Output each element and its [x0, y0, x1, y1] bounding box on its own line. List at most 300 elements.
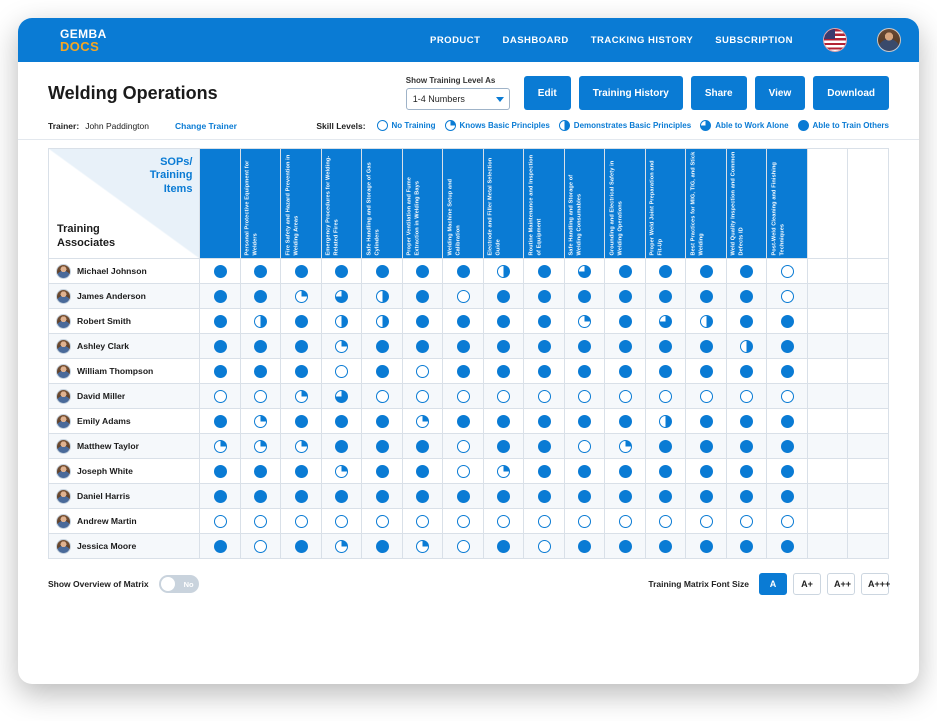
change-trainer-link[interactable]: Change Trainer — [175, 120, 237, 131]
pie-level-4-icon — [740, 290, 753, 303]
skill-cell[interactable] — [645, 334, 686, 359]
table-row — [49, 384, 889, 409]
skill-cell[interactable] — [362, 509, 403, 534]
skill-cell[interactable] — [767, 284, 808, 309]
matrix-footer — [18, 559, 919, 595]
skill-cell[interactable] — [686, 259, 727, 284]
skill-cell[interactable] — [402, 484, 443, 509]
associate-name: David Miller — [77, 391, 126, 401]
empty-cell[interactable] — [848, 309, 889, 334]
skill-cell[interactable] — [402, 534, 443, 559]
skill-cell[interactable] — [321, 509, 362, 534]
skill-cell[interactable] — [443, 509, 484, 534]
skill-cell[interactable] — [402, 284, 443, 309]
skill-cell[interactable] — [200, 459, 241, 484]
skill-cell[interactable] — [524, 359, 565, 384]
edit-button[interactable]: Edit — [524, 76, 571, 110]
skill-cell[interactable] — [443, 409, 484, 434]
associate-name: Robert Smith — [77, 316, 131, 326]
training-history-button[interactable]: Training History — [579, 76, 683, 110]
associate-name-cell[interactable] — [49, 384, 200, 409]
skill-cell[interactable] — [362, 484, 403, 509]
skill-cell[interactable] — [767, 334, 808, 359]
empty-cell[interactable] — [848, 284, 889, 309]
skill-cell[interactable] — [402, 359, 443, 384]
skill-cell[interactable] — [281, 434, 322, 459]
legend-label-4: Able to Train Others — [812, 121, 889, 130]
skill-cell[interactable] — [605, 334, 646, 359]
associate-name-cell[interactable] — [49, 309, 200, 334]
empty-cell[interactable] — [807, 284, 848, 309]
column-header-label: Safe Handling and Storage of Welding Consumables — [568, 174, 583, 256]
associate-name-cell[interactable] — [49, 359, 200, 384]
skill-cell[interactable] — [564, 434, 605, 459]
skill-cell[interactable] — [402, 459, 443, 484]
pie-level-4-icon — [700, 490, 713, 503]
skill-cell[interactable] — [564, 334, 605, 359]
nav-item-subscription[interactable]: SUBSCRIPTION — [715, 34, 793, 46]
skill-cell[interactable] — [443, 334, 484, 359]
skill-cell[interactable] — [767, 259, 808, 284]
skill-cell[interactable] — [645, 359, 686, 384]
skill-cell[interactable] — [605, 459, 646, 484]
skill-cell[interactable] — [645, 409, 686, 434]
skill-cell[interactable] — [443, 309, 484, 334]
empty-cell[interactable] — [807, 384, 848, 409]
avatar — [56, 289, 71, 304]
skill-cell[interactable] — [726, 434, 767, 459]
skill-cell[interactable] — [686, 509, 727, 534]
skill-cell[interactable] — [564, 459, 605, 484]
skill-cell[interactable] — [686, 409, 727, 434]
trainer-label: Trainer: — [48, 120, 80, 131]
associate-name-cell[interactable] — [49, 334, 200, 359]
skill-cell[interactable] — [483, 309, 524, 334]
pie-level-4-icon — [619, 265, 632, 278]
skill-cell[interactable] — [564, 284, 605, 309]
skill-cell[interactable] — [402, 259, 443, 284]
skill-cell[interactable] — [767, 484, 808, 509]
empty-cell[interactable] — [848, 359, 889, 384]
empty-cell[interactable] — [848, 434, 889, 459]
column-header-label: Personal Protective Equipment for Welders — [244, 160, 259, 256]
associate-name: Jessica Moore — [77, 541, 137, 551]
training-matrix-table — [48, 148, 889, 559]
skill-cell[interactable] — [645, 459, 686, 484]
matrix-column-header-1[interactable] — [200, 149, 259, 259]
skill-cell[interactable] — [726, 334, 767, 359]
skill-cell[interactable] — [605, 359, 646, 384]
avatar — [56, 514, 71, 529]
skill-cell[interactable] — [483, 484, 524, 509]
skill-cell[interactable] — [281, 384, 322, 409]
language-flag-icon[interactable] — [823, 28, 847, 52]
skill-cell[interactable] — [402, 384, 443, 409]
column-header-label: Proper Ventilation and Fume Extraction in Welding Bays — [406, 176, 421, 256]
logo-line-1: GEMBA — [60, 26, 107, 41]
skill-cell[interactable] — [321, 384, 362, 409]
empty-cell[interactable] — [848, 534, 889, 559]
skill-cell[interactable] — [281, 284, 322, 309]
font-size-a[interactable]: A — [759, 573, 787, 595]
skill-cell[interactable] — [726, 509, 767, 534]
skill-cell[interactable] — [686, 459, 727, 484]
skill-cell[interactable] — [443, 459, 484, 484]
skill-cell[interactable] — [686, 434, 727, 459]
associate-name-cell[interactable] — [49, 284, 200, 309]
skill-cell[interactable] — [726, 259, 767, 284]
empty-cell[interactable] — [848, 459, 889, 484]
training-matrix-container — [18, 140, 919, 559]
skill-cell[interactable] — [686, 309, 727, 334]
skill-cell[interactable] — [281, 334, 322, 359]
skill-cell[interactable] — [767, 509, 808, 534]
associate-name-cell[interactable] — [49, 534, 200, 559]
associate-name-cell[interactable] — [49, 509, 200, 534]
associate-name: Michael Johnson — [77, 266, 147, 276]
pie-level-2-icon — [497, 265, 510, 278]
skill-cell[interactable] — [321, 534, 362, 559]
skill-cell[interactable] — [200, 534, 241, 559]
pie-level-4-icon — [538, 290, 551, 303]
skill-cell[interactable] — [524, 284, 565, 309]
show-training-level-select[interactable] — [406, 88, 510, 110]
pie-level-4-icon — [781, 465, 794, 478]
pie-level-0-icon — [254, 390, 267, 403]
pie-level-4-icon — [335, 440, 348, 453]
skill-cell[interactable] — [321, 459, 362, 484]
empty-cell[interactable] — [848, 509, 889, 534]
skill-cell[interactable] — [686, 334, 727, 359]
skill-cell[interactable] — [726, 534, 767, 559]
skill-cell[interactable] — [564, 409, 605, 434]
share-button[interactable]: Share — [691, 76, 747, 110]
empty-cell[interactable] — [807, 309, 848, 334]
skill-cell[interactable] — [605, 484, 646, 509]
pie-level-4-icon — [659, 540, 672, 553]
skill-cell[interactable] — [483, 459, 524, 484]
user-avatar[interactable] — [877, 28, 901, 52]
empty-cell[interactable] — [848, 384, 889, 409]
skill-cell[interactable] — [686, 284, 727, 309]
skill-cell[interactable] — [564, 534, 605, 559]
skill-cell[interactable] — [645, 259, 686, 284]
skill-cell[interactable] — [402, 509, 443, 534]
pie-level-4-icon — [538, 365, 551, 378]
nav-item-dashboard[interactable]: DASHBOARD — [502, 34, 569, 46]
skill-cell[interactable] — [564, 309, 605, 334]
skill-cell[interactable] — [483, 509, 524, 534]
skill-cell[interactable] — [483, 334, 524, 359]
skill-cell[interactable] — [281, 259, 322, 284]
skill-cell[interactable] — [767, 534, 808, 559]
skill-cell[interactable] — [726, 384, 767, 409]
skill-cell[interactable] — [443, 259, 484, 284]
show-overview-toggle[interactable] — [159, 575, 199, 593]
skill-cell[interactable] — [686, 359, 727, 384]
skill-cell[interactable] — [281, 409, 322, 434]
skill-cell[interactable] — [321, 334, 362, 359]
pie-level-0-icon — [335, 365, 348, 378]
pie-level-4-icon — [798, 120, 809, 131]
empty-cell[interactable] — [807, 259, 848, 284]
pie-level-4-icon — [700, 465, 713, 478]
skill-cell[interactable] — [524, 484, 565, 509]
chevron-down-icon — [496, 97, 504, 102]
skill-cell[interactable] — [767, 359, 808, 384]
skill-cell[interactable] — [767, 384, 808, 409]
associate-name: Joseph White — [77, 466, 133, 476]
pie-level-4-icon — [578, 340, 591, 353]
empty-cell[interactable] — [807, 509, 848, 534]
associate-name-cell[interactable] — [49, 484, 200, 509]
empty-cell[interactable] — [807, 434, 848, 459]
skill-cell[interactable] — [321, 434, 362, 459]
skill-cell[interactable] — [362, 359, 403, 384]
skill-cell[interactable] — [726, 284, 767, 309]
skill-cell[interactable] — [443, 384, 484, 409]
pie-level-0-icon — [416, 365, 429, 378]
pie-level-2-icon — [376, 315, 389, 328]
skill-cell[interactable] — [524, 409, 565, 434]
skill-cell[interactable] — [281, 309, 322, 334]
skill-cell[interactable] — [524, 459, 565, 484]
skill-cell[interactable] — [402, 309, 443, 334]
skill-cell[interactable] — [524, 509, 565, 534]
font-size-label: Training Matrix Font Size — [648, 579, 749, 589]
column-header-label: Weld Quality Inspection and Common Defects ID — [730, 151, 745, 256]
skill-cell[interactable] — [321, 309, 362, 334]
skill-cell[interactable] — [240, 309, 281, 334]
skill-cell[interactable] — [200, 384, 241, 409]
associate-name-cell[interactable] — [49, 409, 200, 434]
legend-label-0: No Training — [391, 121, 436, 130]
skill-cell[interactable] — [240, 509, 281, 534]
skill-cell[interactable] — [240, 284, 281, 309]
pie-level-4-icon — [497, 365, 510, 378]
skill-cell[interactable] — [200, 409, 241, 434]
pie-level-0-icon — [457, 540, 470, 553]
skill-cell[interactable] — [362, 334, 403, 359]
download-button[interactable]: Download — [813, 76, 889, 110]
skill-cell[interactable] — [605, 434, 646, 459]
empty-cell[interactable] — [848, 259, 889, 284]
skill-cell[interactable] — [605, 534, 646, 559]
pie-level-0-icon — [214, 515, 227, 528]
skill-cell[interactable] — [200, 309, 241, 334]
pie-level-4-icon — [416, 490, 429, 503]
pie-level-1-icon — [335, 465, 348, 478]
pie-level-4-icon — [781, 490, 794, 503]
skill-cell[interactable] — [362, 384, 403, 409]
skill-cell[interactable] — [483, 284, 524, 309]
skill-cell[interactable] — [483, 259, 524, 284]
skill-cell[interactable] — [524, 259, 565, 284]
skill-cell[interactable] — [200, 359, 241, 384]
skill-cell[interactable] — [443, 484, 484, 509]
skill-cell[interactable] — [281, 484, 322, 509]
skill-cell[interactable] — [321, 484, 362, 509]
skill-cell[interactable] — [443, 534, 484, 559]
skill-cell[interactable] — [402, 409, 443, 434]
skill-cell[interactable] — [200, 509, 241, 534]
skill-cell[interactable] — [402, 334, 443, 359]
skill-cell[interactable] — [686, 534, 727, 559]
skill-cell[interactable] — [240, 534, 281, 559]
pie-level-4-icon — [497, 440, 510, 453]
skill-cell[interactable] — [240, 334, 281, 359]
skill-cell[interactable] — [564, 509, 605, 534]
skill-cell[interactable] — [726, 459, 767, 484]
font-size-a-plus-plus-plus[interactable]: A+++ — [861, 573, 889, 595]
skill-cell[interactable] — [564, 259, 605, 284]
skill-cell[interactable] — [726, 484, 767, 509]
app-logo[interactable] — [60, 28, 107, 53]
skill-cell[interactable] — [443, 284, 484, 309]
pie-level-4-icon — [538, 465, 551, 478]
pie-level-4-icon — [538, 490, 551, 503]
skill-cell[interactable] — [645, 434, 686, 459]
skill-cell[interactable] — [200, 434, 241, 459]
skill-cell[interactable] — [281, 534, 322, 559]
skill-cell[interactable] — [645, 309, 686, 334]
skill-cell[interactable] — [362, 259, 403, 284]
skill-cell[interactable] — [200, 284, 241, 309]
associate-name-cell[interactable] — [49, 459, 200, 484]
pie-level-0-icon — [700, 390, 713, 403]
skill-cell[interactable] — [281, 509, 322, 534]
associate-name-cell[interactable] — [49, 434, 200, 459]
nav-item-product[interactable]: PRODUCT — [429, 34, 481, 46]
empty-cell[interactable] — [807, 484, 848, 509]
skill-cell[interactable] — [483, 534, 524, 559]
empty-cell[interactable] — [807, 409, 848, 434]
skill-cell[interactable] — [605, 309, 646, 334]
skill-cell[interactable] — [686, 484, 727, 509]
skill-cell[interactable] — [645, 534, 686, 559]
empty-cell[interactable] — [848, 484, 889, 509]
skill-cell[interactable] — [564, 359, 605, 384]
skill-cell[interactable] — [240, 359, 281, 384]
skill-cell[interactable] — [240, 259, 281, 284]
skill-cell[interactable] — [767, 309, 808, 334]
skill-cell[interactable] — [281, 459, 322, 484]
skill-cell[interactable] — [767, 434, 808, 459]
pie-level-1-icon — [295, 390, 308, 403]
view-button[interactable]: View — [755, 76, 806, 110]
skill-cell[interactable] — [240, 409, 281, 434]
pie-level-4-icon — [376, 440, 389, 453]
skill-cell[interactable] — [240, 484, 281, 509]
skill-cell[interactable] — [605, 509, 646, 534]
skill-cell[interactable] — [321, 259, 362, 284]
matrix-head — [49, 149, 889, 259]
skill-cell[interactable] — [524, 309, 565, 334]
pie-level-4-icon — [740, 440, 753, 453]
skill-cell[interactable] — [524, 434, 565, 459]
skill-cell[interactable] — [362, 459, 403, 484]
avatar — [56, 539, 71, 554]
skill-cell[interactable] — [645, 384, 686, 409]
empty-cell[interactable] — [807, 334, 848, 359]
skill-cell[interactable] — [767, 409, 808, 434]
skill-cell[interactable] — [645, 509, 686, 534]
skill-cell[interactable] — [200, 259, 241, 284]
skill-cell[interactable] — [200, 334, 241, 359]
avatar — [56, 414, 71, 429]
empty-cell[interactable] — [848, 334, 889, 359]
skill-cell[interactable] — [767, 459, 808, 484]
skill-cell[interactable] — [362, 309, 403, 334]
skill-cell[interactable] — [200, 484, 241, 509]
skill-cell[interactable] — [726, 309, 767, 334]
skill-cell[interactable] — [524, 384, 565, 409]
avatar — [56, 314, 71, 329]
skill-cell[interactable] — [240, 434, 281, 459]
skill-cell[interactable] — [362, 409, 403, 434]
pie-level-4-icon — [659, 340, 672, 353]
skill-cell[interactable] — [362, 434, 403, 459]
skill-cell[interactable] — [605, 384, 646, 409]
skill-cell[interactable] — [240, 384, 281, 409]
skill-cell[interactable] — [605, 259, 646, 284]
skill-cell[interactable] — [240, 459, 281, 484]
font-size-a-plus[interactable]: A+ — [793, 573, 821, 595]
skill-cell[interactable] — [362, 284, 403, 309]
skill-cell[interactable] — [605, 409, 646, 434]
pie-level-4-icon — [254, 340, 267, 353]
empty-cell[interactable] — [807, 459, 848, 484]
skill-cell[interactable] — [443, 359, 484, 384]
pie-level-4-icon — [254, 465, 267, 478]
skill-cell[interactable] — [726, 359, 767, 384]
empty-cell[interactable] — [807, 534, 848, 559]
skill-cell[interactable] — [321, 359, 362, 384]
skill-cell[interactable] — [483, 434, 524, 459]
nav-item-tracking-history[interactable]: TRACKING HISTORY — [590, 34, 694, 46]
skill-cell[interactable] — [402, 434, 443, 459]
skill-cell[interactable] — [443, 434, 484, 459]
pie-level-0-icon — [376, 515, 389, 528]
skill-cell[interactable] — [686, 384, 727, 409]
skill-cell[interactable] — [645, 284, 686, 309]
skill-cell[interactable] — [321, 409, 362, 434]
pie-level-1-icon — [335, 340, 348, 353]
pie-level-4-icon — [214, 365, 227, 378]
associate-name-cell[interactable] — [49, 259, 200, 284]
skill-cell[interactable] — [564, 484, 605, 509]
skill-cell[interactable] — [281, 359, 322, 384]
skill-cell[interactable] — [564, 384, 605, 409]
font-size-a-plus-plus[interactable]: A++ — [827, 573, 855, 595]
empty-cell[interactable] — [807, 359, 848, 384]
skill-cell[interactable] — [483, 359, 524, 384]
skill-cell[interactable] — [605, 284, 646, 309]
skill-cell[interactable] — [483, 384, 524, 409]
skill-cell[interactable] — [645, 484, 686, 509]
skill-cell[interactable] — [321, 284, 362, 309]
skill-cell[interactable] — [524, 534, 565, 559]
skill-cell[interactable] — [483, 409, 524, 434]
skill-cell[interactable] — [726, 409, 767, 434]
pie-level-0-icon — [578, 390, 591, 403]
skill-cell[interactable] — [362, 534, 403, 559]
pie-level-4-icon — [497, 490, 510, 503]
empty-cell[interactable] — [848, 409, 889, 434]
associate-name-wrapper — [56, 289, 195, 304]
skill-cell[interactable] — [524, 334, 565, 359]
pie-level-4-icon — [700, 365, 713, 378]
